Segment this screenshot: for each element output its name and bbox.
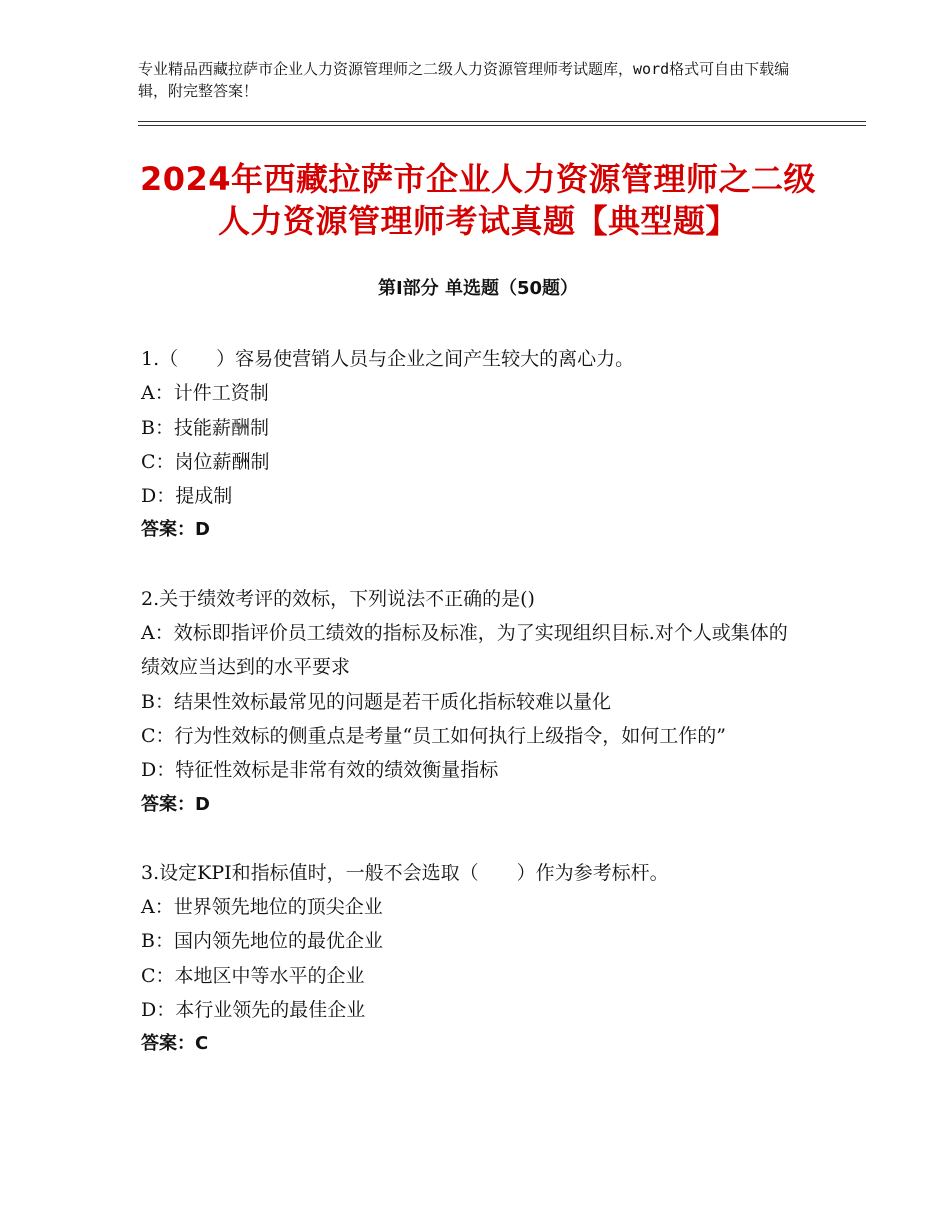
option-b: B：技能薪酬制 (141, 416, 269, 439)
option-b: B：国内领先地位的最优企业 (141, 930, 383, 953)
option-d: D：本行业领先的最佳企业 (141, 999, 366, 1022)
option-a: A：效标即指评价员工绩效的指标及标准，为了实现组织目标.对个人或集体的绩效应当达到的水平要求 (141, 622, 788, 679)
option-a: A：世界领先地位的顶尖企业 (141, 896, 383, 919)
question-stem: 1.（ ）容易使营销人员与企业之间产生较大的离心力。 (141, 348, 635, 370)
option-c: C：行为性效标的侧重点是考量“员工如何执行上级指令，如何工作的” (141, 724, 726, 747)
answer-label: 答案：C (141, 1033, 209, 1055)
header-note: 专业精品西藏拉萨市企业人力资源管理师之二级人力资源管理师考试题库，word格式可自由下载编辑，附完整答案！ (138, 60, 790, 100)
question-1 (141, 342, 806, 548)
header-rule-top (138, 121, 866, 122)
option-c: C：本地区中等水平的企业 (141, 964, 365, 987)
question-stem: 3.设定KPI和指标值时，一般不会选取（ ）作为参考标杆。 (141, 861, 669, 884)
header-rule-bottom (138, 125, 866, 126)
answer-label: 答案：D (141, 793, 210, 815)
option-a: A：计件工资制 (141, 382, 269, 405)
answer-label: 答案：D (141, 519, 210, 541)
question-stem: 2.关于绩效考评的效标，下列说法不正确的是() (141, 587, 535, 610)
question-3 (141, 856, 806, 1062)
option-d: D：提成制 (141, 485, 233, 508)
option-b: B：结果性效标最常见的问题是若干质化指标较难以量化 (141, 690, 611, 713)
question-list (141, 342, 806, 1096)
question-2 (141, 582, 806, 822)
document-title: 2024年西藏拉萨市企业人力资源管理师之二级人力资源管理师考试真题【典型题】 (139, 160, 817, 240)
section-title: 第Ⅰ部分 单选题（50题） (377, 278, 578, 299)
option-c: C：岗位薪酬制 (141, 450, 270, 473)
option-d: D：特征性效标是非常有效的绩效衡量指标 (141, 759, 499, 782)
